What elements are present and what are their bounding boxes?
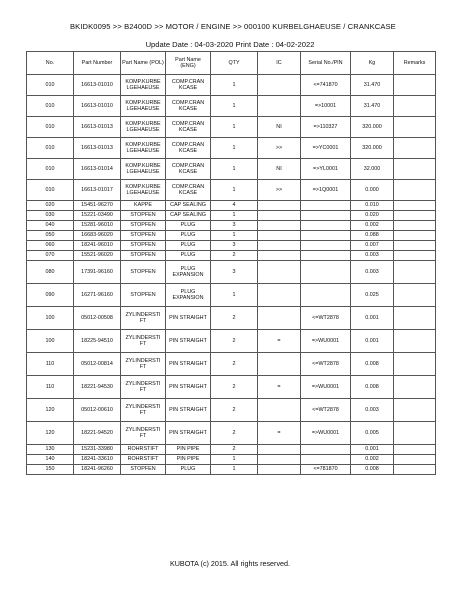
cell-ic: >> [258,138,301,159]
cell-part-name-pol: KOMP.KURBE LGEHAEUSE [121,96,166,117]
cell-remarks [394,445,436,455]
cell-part-name-eng: PIN PIPE [166,455,211,465]
cell-qty: 3 [211,241,258,251]
cell-ic [258,96,301,117]
cell-ic [258,201,301,211]
cell-part-name-eng: COMP.CRAN KCASE [166,159,211,180]
table-row [27,465,436,475]
cell-no: 110 [27,376,74,399]
cell-part-number: 16271-96160 [74,284,121,307]
cell-qty: 1 [211,96,258,117]
cell-remarks [394,180,436,201]
cell-qty: 2 [211,353,258,376]
cell-part-number: 15281-96010 [74,221,121,231]
table-row [27,376,436,399]
cell-no: 010 [27,180,74,201]
cell-no: 060 [27,241,74,251]
cell-remarks [394,75,436,96]
cell-remarks [394,284,436,307]
cell-qty: 1 [211,455,258,465]
cell-serial [301,211,351,221]
cell-part-name-pol: STOPFEN [121,284,166,307]
cell-kg: 0.001 [351,330,394,353]
cell-qty: 2 [211,445,258,455]
cell-kg: 0.008 [351,353,394,376]
table-row [27,399,436,422]
cell-part-number: 16683-96020 [74,231,121,241]
table-row [27,445,436,455]
column-header-serial: Serial No./PIN [301,52,351,75]
cell-no: 010 [27,96,74,117]
cell-remarks [394,211,436,221]
table-row [27,138,436,159]
cell-remarks [394,221,436,231]
cell-kg: 320.000 [351,138,394,159]
cell-part-number: 05012-00610 [74,399,121,422]
cell-serial [301,231,351,241]
cell-part-name-eng: COMP.CRAN KCASE [166,96,211,117]
cell-qty: 1 [211,465,258,475]
cell-qty: 2 [211,422,258,445]
cell-no: 140 [27,455,74,465]
cell-ic: NI [258,117,301,138]
cell-part-name-eng: PLUG [166,251,211,261]
cell-remarks [394,422,436,445]
cell-qty: 1 [211,117,258,138]
cell-no: 040 [27,221,74,231]
cell-part-name-pol: ZYLINDERSTI FT [121,330,166,353]
cell-no: 130 [27,445,74,455]
table-row [27,251,436,261]
cell-part-name-eng: PLUG EXPANSION [166,261,211,284]
cell-part-name-pol: ZYLINDERSTI FT [121,353,166,376]
cell-no: 050 [27,231,74,241]
cell-ic: NI [258,159,301,180]
cell-serial: <=WT2878 [301,353,351,376]
cell-part-name-pol: KAPPE [121,201,166,211]
cell-no: 090 [27,284,74,307]
cell-part-number: 16613-01010 [74,75,121,96]
cell-part-name-eng: PIN STRAIGHT [166,376,211,399]
cell-serial [301,284,351,307]
cell-part-name-eng: CAP SEALING [166,211,211,221]
cell-qty: 4 [211,201,258,211]
cell-part-name-pol: KOMP.KURBE LGEHAEUSE [121,159,166,180]
cell-part-number: 16613-01013 [74,138,121,159]
cell-serial: <=741870 [301,75,351,96]
cell-part-name-eng: PIN STRAIGHT [166,353,211,376]
column-header-ic: IC [258,52,301,75]
cell-part-name-pol: STOPFEN [121,211,166,221]
cell-serial: =>YL0001 [301,159,351,180]
cell-part-number: 16613-01017 [74,180,121,201]
cell-part-name-eng: PIN STRAIGHT [166,399,211,422]
cell-ic: >> [258,180,301,201]
column-header-qty: QTY [211,52,258,75]
column-header-kg: Kg [351,52,394,75]
table-row [27,261,436,284]
cell-kg: 0.003 [351,251,394,261]
cell-kg: 0.010 [351,201,394,211]
cell-part-name-pol: ZYLINDERSTI FT [121,422,166,445]
cell-serial: =>WU0001 [301,330,351,353]
cell-serial: <=WT2878 [301,307,351,330]
cell-part-number: 17391-96160 [74,261,121,284]
parts-table [26,51,436,475]
cell-no: 150 [27,465,74,475]
cell-part-name-eng: COMP.CRAN KCASE [166,75,211,96]
table-row [27,422,436,445]
cell-part-number: 18221-94530 [74,376,121,399]
cell-serial: =>1Q0001 [301,180,351,201]
column-header-remarks: Remarks [394,52,436,75]
cell-ic: = [258,330,301,353]
cell-part-number: 16613-01010 [74,96,121,117]
cell-remarks [394,231,436,241]
cell-kg: 0.005 [351,422,394,445]
cell-qty: 2 [211,330,258,353]
cell-ic [258,455,301,465]
cell-part-name-eng: COMP.CRAN KCASE [166,117,211,138]
cell-qty: 1 [211,138,258,159]
cell-no: 010 [27,159,74,180]
cell-ic [258,241,301,251]
cell-serial [301,445,351,455]
cell-serial [301,251,351,261]
cell-part-name-eng: PIN STRAIGHT [166,307,211,330]
cell-kg: 0.001 [351,445,394,455]
cell-serial: <=781870 [301,465,351,475]
cell-qty: 1 [211,284,258,307]
cell-kg: 0.000 [351,180,394,201]
cell-part-number: 05012-00508 [74,307,121,330]
cell-part-name-eng: PLUG [166,465,211,475]
cell-qty: 2 [211,376,258,399]
cell-qty: 2 [211,307,258,330]
cell-part-number: 18241-33610 [74,455,121,465]
cell-no: 020 [27,201,74,211]
cell-ic [258,231,301,241]
cell-kg: 0.003 [351,399,394,422]
cell-no: 010 [27,138,74,159]
cell-no: 010 [27,75,74,96]
column-header-no: No. [27,52,74,75]
cell-ic [258,353,301,376]
cell-ic [258,307,301,330]
cell-no: 080 [27,261,74,284]
cell-ic [258,445,301,455]
cell-part-name-eng: PIN STRAIGHT [166,422,211,445]
breadcrumb-title: BKIDK0095 >> B2400D >> MOTOR / ENGINE >> 000100 KURBELGHAEUSE / CRANKCASE [70,22,396,31]
cell-remarks [394,353,436,376]
cell-part-name-eng: PIN STRAIGHT [166,330,211,353]
cell-serial [301,241,351,251]
table-row [27,75,436,96]
cell-serial [301,221,351,231]
cell-part-number: 15521-96020 [74,251,121,261]
cell-kg: 31.470 [351,96,394,117]
cell-serial: =>WU0001 [301,422,351,445]
cell-kg: 0.025 [351,284,394,307]
table-row [27,211,436,221]
cell-part-number: 16613-01013 [74,117,121,138]
cell-part-name-eng: PIN PIPE [166,445,211,455]
cell-ic [258,251,301,261]
cell-no: 030 [27,211,74,221]
cell-part-name-pol: KOMP.KURBE LGEHAEUSE [121,180,166,201]
cell-ic [258,75,301,96]
cell-qty: 1 [211,159,258,180]
table-row [27,96,436,117]
cell-no: 070 [27,251,74,261]
cell-remarks [394,399,436,422]
cell-part-name-pol: KOMP.KURBE LGEHAEUSE [121,75,166,96]
cell-part-name-pol: KOMP.KURBE LGEHAEUSE [121,138,166,159]
copyright-footer: KUBOTA (c) 2015. All rights reserved. [169,559,291,568]
cell-serial: =>WU0001 [301,376,351,399]
table-row [27,353,436,376]
cell-part-number: 18241-96260 [74,465,121,475]
cell-no: 100 [27,307,74,330]
cell-part-name-pol: STOPFEN [121,465,166,475]
cell-kg: 0.008 [351,465,394,475]
cell-kg: 0.008 [351,376,394,399]
cell-kg: 0.020 [351,211,394,221]
cell-part-number: 18225-94510 [74,330,121,353]
cell-serial [301,455,351,465]
cell-part-name-eng: COMP.CRAN KCASE [166,180,211,201]
cell-part-number: 15451-96270 [74,201,121,211]
cell-no: 120 [27,399,74,422]
cell-part-name-pol: ZYLINDERSTI FT [121,399,166,422]
column-header-part-name-pol: Part Name (POL) [121,52,166,75]
cell-qty: 1 [211,180,258,201]
cell-part-name-eng: CAP SEALING [166,201,211,211]
cell-remarks [394,261,436,284]
table-row [27,307,436,330]
cell-part-name-pol: ROHRSTIFT [121,445,166,455]
cell-serial [301,261,351,284]
cell-ic [258,465,301,475]
cell-qty: 2 [211,251,258,261]
cell-serial: <=WT2878 [301,399,351,422]
cell-part-name-pol: STOPFEN [121,251,166,261]
cell-part-name-pol: STOPFEN [121,261,166,284]
cell-part-number: 15221-03490 [74,211,121,221]
cell-kg: 31.470 [351,75,394,96]
table-row [27,201,436,211]
cell-part-name-eng: PLUG [166,221,211,231]
cell-remarks [394,96,436,117]
cell-part-name-eng: PLUG EXPANSION [166,284,211,307]
cell-no: 120 [27,422,74,445]
date-line: Update Date : 04-03-2020 Print Date : 04-02-2022 [145,40,315,49]
cell-part-name-eng: COMP.CRAN KCASE [166,138,211,159]
cell-ic: = [258,376,301,399]
cell-ic [258,284,301,307]
cell-remarks [394,241,436,251]
cell-remarks [394,159,436,180]
cell-kg: 0.003 [351,261,394,284]
cell-ic [258,399,301,422]
table-row [27,159,436,180]
cell-part-name-pol: ZYLINDERSTI FT [121,307,166,330]
cell-serial: =>110327 [301,117,351,138]
cell-qty: 1 [211,231,258,241]
cell-kg: 0.001 [351,307,394,330]
cell-serial [301,201,351,211]
cell-remarks [394,117,436,138]
cell-qty: 1 [211,75,258,96]
table-row [27,330,436,353]
table-row [27,117,436,138]
cell-qty: 1 [211,211,258,221]
cell-kg: 0.002 [351,221,394,231]
cell-part-number: 15231-33980 [74,445,121,455]
column-header-part-name-eng: Part Name (ENG) [166,52,211,75]
cell-kg: 0.002 [351,455,394,465]
cell-kg: 32.000 [351,159,394,180]
cell-remarks [394,251,436,261]
table-row [27,241,436,251]
table-row [27,180,436,201]
cell-remarks [394,307,436,330]
cell-part-name-eng: PLUG [166,231,211,241]
cell-kg: 320.000 [351,117,394,138]
cell-serial: =>YC0001 [301,138,351,159]
cell-no: 100 [27,330,74,353]
cell-ic [258,221,301,231]
table-row [27,221,436,231]
table-row [27,455,436,465]
cell-serial: =>10001 [301,96,351,117]
cell-remarks [394,465,436,475]
cell-part-number: 18241-96010 [74,241,121,251]
cell-part-number: 18221-94520 [74,422,121,445]
cell-remarks [394,455,436,465]
cell-part-name-pol: STOPFEN [121,241,166,251]
table-header-row [27,52,436,75]
cell-kg: 0.007 [351,241,394,251]
cell-part-name-pol: STOPFEN [121,231,166,241]
table-row [27,231,436,241]
cell-part-name-eng: PLUG [166,241,211,251]
cell-qty: 3 [211,221,258,231]
cell-remarks [394,138,436,159]
cell-part-number: 05012-00814 [74,353,121,376]
cell-qty: 2 [211,399,258,422]
cell-part-name-pol: ZYLINDERSTI FT [121,376,166,399]
cell-remarks [394,201,436,211]
cell-no: 010 [27,117,74,138]
cell-remarks [394,330,436,353]
cell-ic: = [258,422,301,445]
cell-ic [258,211,301,221]
cell-part-name-pol: STOPFEN [121,221,166,231]
cell-part-name-pol: KOMP.KURBE LGEHAEUSE [121,117,166,138]
column-header-part-number: Part Number [74,52,121,75]
cell-part-name-pol: ROHRSTIFT [121,455,166,465]
cell-ic [258,261,301,284]
table-row [27,284,436,307]
cell-no: 110 [27,353,74,376]
cell-remarks [394,376,436,399]
cell-part-number: 16613-01014 [74,159,121,180]
cell-kg: 0.088 [351,231,394,241]
cell-qty: 3 [211,261,258,284]
